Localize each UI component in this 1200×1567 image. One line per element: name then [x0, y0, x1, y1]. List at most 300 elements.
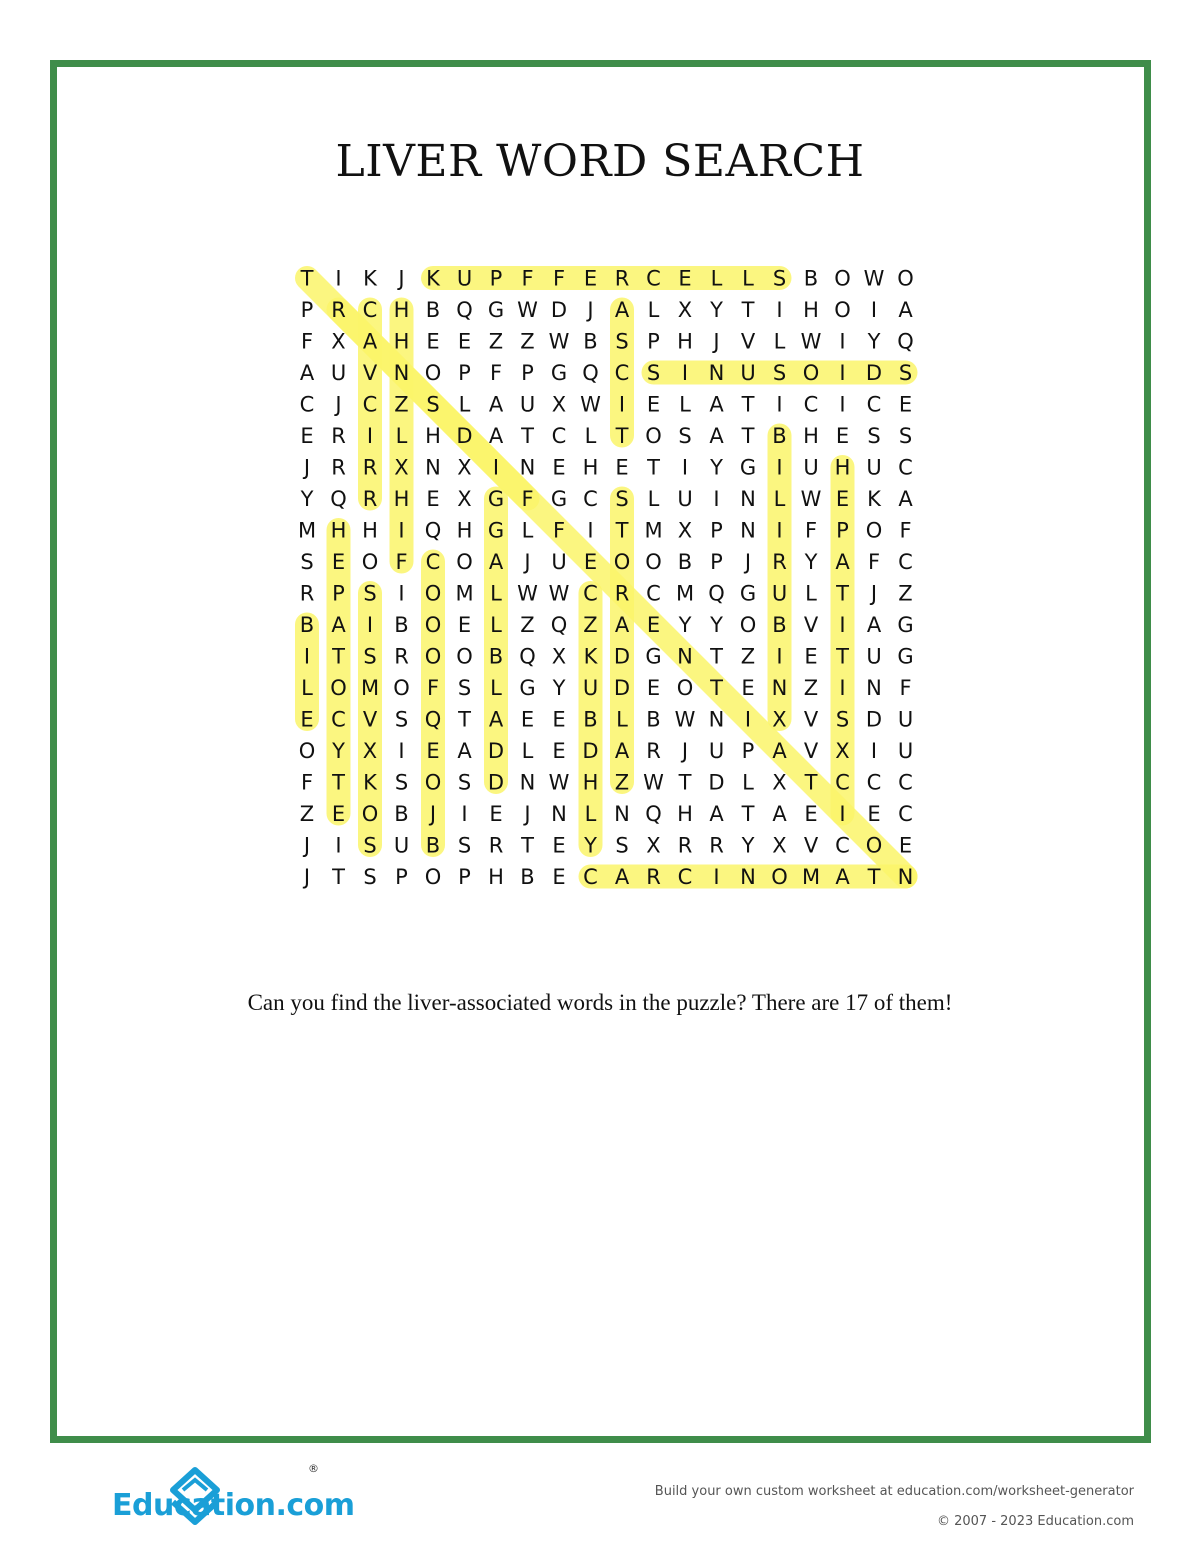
grid-letter[interactable]: Y: [332, 739, 345, 763]
grid-letter[interactable]: U: [803, 455, 819, 480]
grid-letter[interactable]: T: [836, 581, 849, 606]
grid-letter[interactable]: P: [395, 865, 408, 889]
grid-letter[interactable]: E: [552, 833, 566, 858]
grid-letter[interactable]: V: [803, 739, 819, 763]
grid-letter[interactable]: C: [425, 550, 441, 574]
grid-letter[interactable]: A: [488, 392, 504, 417]
grid-letter[interactable]: S: [615, 487, 629, 511]
grid-letter[interactable]: R: [614, 266, 630, 291]
grid-letter[interactable]: E: [552, 739, 566, 763]
grid-letter[interactable]: T: [332, 644, 345, 669]
grid-letter[interactable]: I: [366, 424, 374, 448]
grid-letter[interactable]: L: [742, 770, 754, 795]
grid-letter[interactable]: T: [710, 644, 723, 669]
grid-letter[interactable]: E: [520, 707, 535, 732]
grid-letter[interactable]: C: [677, 865, 693, 889]
grid-letter[interactable]: N: [551, 802, 567, 826]
grid-letter[interactable]: I: [870, 739, 878, 763]
grid-letter[interactable]: E: [646, 613, 661, 637]
grid-letter[interactable]: T: [615, 424, 629, 448]
grid-letter[interactable]: I: [839, 392, 846, 417]
grid-letter[interactable]: F: [426, 676, 440, 700]
grid-letter[interactable]: X: [772, 707, 787, 732]
grid-letter[interactable]: Y: [867, 329, 881, 354]
grid-letter[interactable]: I: [839, 361, 846, 385]
grid-letter[interactable]: S: [898, 424, 913, 448]
grid-letter[interactable]: Y: [710, 613, 723, 637]
grid-letter[interactable]: U: [551, 550, 567, 574]
grid-letter[interactable]: O: [361, 550, 379, 574]
grid-letter[interactable]: Q: [519, 644, 536, 669]
grid-letter[interactable]: A: [488, 424, 504, 448]
grid-letter[interactable]: I: [744, 707, 752, 732]
grid-letter[interactable]: O: [645, 550, 662, 574]
grid-letter[interactable]: A: [709, 424, 724, 448]
grid-letter[interactable]: A: [835, 550, 850, 574]
grid-letter[interactable]: U: [582, 676, 599, 700]
grid-letter[interactable]: T: [300, 266, 314, 291]
grid-letter[interactable]: Q: [582, 361, 599, 385]
grid-letter[interactable]: E: [835, 487, 850, 511]
grid-letter[interactable]: J: [524, 550, 531, 574]
grid-letter[interactable]: E: [583, 550, 598, 574]
grid-letter[interactable]: H: [393, 487, 410, 511]
grid-letter[interactable]: E: [331, 802, 346, 826]
grid-letter[interactable]: F: [521, 266, 534, 291]
grid-letter[interactable]: E: [646, 392, 661, 417]
grid-letter[interactable]: I: [776, 644, 783, 669]
grid-letter[interactable]: D: [487, 770, 505, 795]
grid-letter[interactable]: U: [866, 455, 882, 480]
grid-letter[interactable]: B: [646, 707, 661, 732]
grid-letter[interactable]: E: [300, 424, 314, 448]
grid-letter[interactable]: N: [519, 455, 536, 480]
grid-letter[interactable]: T: [741, 802, 755, 826]
grid-letter[interactable]: S: [772, 266, 787, 291]
grid-letter[interactable]: J: [524, 802, 531, 826]
grid-letter[interactable]: N: [708, 707, 725, 732]
grid-letter[interactable]: I: [839, 329, 846, 354]
grid-letter[interactable]: J: [303, 833, 311, 858]
grid-letter[interactable]: E: [552, 455, 566, 480]
grid-letter[interactable]: Y: [300, 487, 314, 511]
grid-letter[interactable]: F: [899, 518, 912, 543]
grid-letter[interactable]: S: [363, 644, 377, 669]
grid-letter[interactable]: E: [867, 802, 881, 826]
grid-letter[interactable]: G: [487, 487, 505, 511]
grid-letter[interactable]: F: [489, 361, 503, 385]
grid-letter[interactable]: C: [898, 770, 913, 795]
grid-letter[interactable]: B: [299, 613, 315, 637]
grid-letter[interactable]: C: [866, 770, 882, 795]
grid-letter[interactable]: Z: [488, 329, 504, 354]
grid-letter[interactable]: I: [776, 455, 783, 480]
grid-letter[interactable]: H: [803, 298, 819, 322]
grid-letter[interactable]: G: [487, 518, 505, 543]
grid-letter[interactable]: O: [424, 865, 442, 889]
grid-letter[interactable]: Y: [584, 833, 597, 858]
grid-letter[interactable]: D: [456, 424, 473, 448]
grid-letter[interactable]: D: [613, 644, 631, 669]
grid-letter[interactable]: E: [898, 392, 913, 417]
grid-letter[interactable]: C: [646, 266, 661, 291]
grid-letter[interactable]: P: [300, 298, 314, 322]
grid-letter[interactable]: Q: [330, 487, 347, 511]
grid-letter[interactable]: Z: [520, 329, 535, 354]
grid-letter[interactable]: O: [802, 361, 820, 385]
grid-letter[interactable]: S: [394, 770, 409, 795]
grid-letter[interactable]: S: [898, 361, 913, 385]
grid-letter[interactable]: L: [458, 392, 471, 417]
grid-letter[interactable]: Q: [424, 518, 442, 543]
grid-letter[interactable]: E: [835, 424, 850, 448]
grid-letter[interactable]: Q: [456, 298, 473, 322]
grid-letter[interactable]: L: [742, 266, 754, 291]
grid-letter[interactable]: E: [426, 329, 440, 354]
grid-letter[interactable]: X: [457, 487, 472, 511]
grid-letter[interactable]: Z: [520, 613, 535, 637]
grid-letter[interactable]: I: [713, 487, 720, 511]
grid-letter[interactable]: L: [490, 581, 502, 606]
grid-letter[interactable]: Y: [710, 455, 723, 480]
grid-letter[interactable]: T: [678, 770, 692, 795]
grid-letter[interactable]: Q: [424, 707, 442, 732]
grid-letter[interactable]: Z: [740, 644, 756, 669]
grid-letter[interactable]: G: [550, 487, 568, 511]
grid-letter[interactable]: A: [709, 802, 724, 826]
grid-letter[interactable]: B: [425, 833, 441, 858]
grid-letter[interactable]: A: [772, 802, 787, 826]
grid-letter[interactable]: V: [803, 613, 819, 637]
grid-letter[interactable]: E: [741, 676, 755, 700]
grid-letter[interactable]: R: [394, 644, 409, 669]
grid-letter[interactable]: V: [362, 707, 378, 732]
grid-letter[interactable]: B: [677, 550, 693, 574]
brand-name[interactable]: Education.com: [112, 1488, 355, 1523]
grid-letter[interactable]: H: [677, 329, 693, 354]
grid-letter[interactable]: K: [583, 644, 598, 669]
grid-letter[interactable]: T: [741, 392, 755, 417]
grid-letter[interactable]: O: [424, 613, 442, 637]
grid-letter[interactable]: R: [331, 455, 346, 480]
grid-letter[interactable]: F: [300, 329, 314, 354]
grid-letter[interactable]: W: [800, 487, 822, 511]
grid-letter[interactable]: Z: [583, 613, 598, 637]
grid-letter[interactable]: C: [331, 707, 346, 732]
grid-letter[interactable]: U: [330, 361, 347, 385]
grid-letter[interactable]: T: [710, 676, 723, 700]
grid-letter[interactable]: C: [898, 550, 913, 574]
grid-letter[interactable]: T: [647, 455, 660, 480]
grid-letter[interactable]: I: [587, 518, 594, 543]
grid-letter[interactable]: J: [335, 392, 342, 417]
grid-letter[interactable]: I: [335, 833, 342, 858]
grid-letter[interactable]: T: [615, 518, 629, 543]
grid-letter[interactable]: L: [301, 676, 313, 700]
grid-letter[interactable]: C: [646, 581, 661, 606]
grid-letter[interactable]: D: [865, 361, 883, 385]
grid-letter[interactable]: S: [772, 361, 787, 385]
grid-letter[interactable]: I: [366, 613, 374, 637]
grid-letter[interactable]: N: [708, 361, 725, 385]
grid-letter[interactable]: T: [521, 833, 534, 858]
grid-letter[interactable]: I: [776, 518, 783, 543]
grid-letter[interactable]: S: [646, 361, 661, 385]
grid-letter[interactable]: C: [898, 455, 913, 480]
grid-letter[interactable]: M: [360, 676, 380, 700]
grid-letter[interactable]: W: [548, 770, 570, 795]
grid-letter[interactable]: B: [394, 802, 409, 826]
grid-letter[interactable]: J: [429, 802, 437, 826]
grid-letter[interactable]: U: [740, 361, 756, 385]
grid-letter[interactable]: B: [394, 613, 409, 637]
grid-letter[interactable]: L: [490, 613, 502, 637]
grid-letter[interactable]: S: [394, 707, 409, 732]
grid-letter[interactable]: D: [708, 770, 725, 795]
grid-letter[interactable]: Q: [550, 613, 568, 637]
grid-letter[interactable]: X: [331, 329, 346, 354]
grid-letter[interactable]: L: [710, 266, 723, 291]
grid-letter[interactable]: R: [646, 865, 661, 889]
grid-letter[interactable]: O: [361, 802, 379, 826]
grid-letter[interactable]: O: [865, 833, 883, 858]
grid-letter[interactable]: F: [300, 770, 314, 795]
grid-letter[interactable]: O: [424, 644, 442, 669]
grid-letter[interactable]: X: [457, 455, 472, 480]
grid-letter[interactable]: D: [613, 676, 631, 700]
grid-letter[interactable]: M: [675, 581, 695, 606]
grid-letter[interactable]: O: [424, 361, 442, 385]
grid-letter[interactable]: O: [393, 676, 410, 700]
grid-letter[interactable]: O: [298, 739, 316, 763]
grid-letter[interactable]: G: [519, 676, 536, 700]
grid-letter[interactable]: X: [646, 833, 661, 858]
grid-letter[interactable]: X: [677, 298, 693, 322]
grid-letter[interactable]: V: [740, 329, 756, 354]
grid-letter[interactable]: R: [331, 298, 346, 322]
grid-letter[interactable]: V: [362, 361, 378, 385]
grid-letter[interactable]: R: [772, 550, 787, 574]
grid-letter[interactable]: Y: [710, 298, 723, 322]
grid-letter[interactable]: P: [521, 361, 534, 385]
grid-letter[interactable]: H: [425, 424, 441, 448]
grid-letter[interactable]: E: [300, 707, 314, 732]
grid-letter[interactable]: I: [870, 298, 878, 322]
grid-letter[interactable]: C: [835, 770, 850, 795]
grid-letter[interactable]: R: [614, 581, 630, 606]
grid-letter[interactable]: E: [646, 676, 661, 700]
grid-letter[interactable]: E: [426, 487, 440, 511]
grid-letter[interactable]: Y: [678, 613, 692, 637]
grid-letter[interactable]: I: [776, 392, 783, 417]
grid-letter[interactable]: U: [897, 739, 914, 763]
grid-letter[interactable]: G: [739, 455, 757, 480]
grid-letter[interactable]: J: [398, 266, 405, 291]
grid-letter[interactable]: C: [614, 361, 630, 385]
grid-letter[interactable]: L: [647, 487, 660, 511]
grid-letter[interactable]: N: [740, 487, 756, 511]
grid-letter[interactable]: F: [395, 550, 408, 574]
grid-letter[interactable]: T: [741, 424, 755, 448]
grid-letter[interactable]: P: [332, 581, 345, 606]
grid-letter[interactable]: R: [331, 424, 346, 448]
grid-letter[interactable]: T: [458, 707, 471, 732]
grid-letter[interactable]: O: [424, 581, 442, 606]
grid-letter[interactable]: C: [362, 298, 378, 322]
grid-letter[interactable]: A: [362, 329, 378, 354]
grid-letter[interactable]: O: [739, 613, 757, 637]
grid-letter[interactable]: A: [331, 613, 346, 637]
grid-letter[interactable]: G: [739, 581, 757, 606]
grid-letter[interactable]: J: [681, 739, 689, 763]
grid-letter[interactable]: O: [645, 424, 662, 448]
grid-letter[interactable]: U: [866, 644, 882, 669]
grid-letter[interactable]: N: [677, 644, 693, 669]
grid-letter[interactable]: S: [363, 833, 377, 858]
grid-letter[interactable]: Y: [804, 550, 818, 574]
grid-letter[interactable]: Y: [552, 676, 566, 700]
grid-letter[interactable]: R: [646, 739, 661, 763]
grid-letter[interactable]: U: [897, 707, 914, 732]
grid-letter[interactable]: H: [488, 865, 504, 889]
grid-letter[interactable]: S: [457, 770, 472, 795]
grid-letter[interactable]: L: [521, 518, 534, 543]
grid-letter[interactable]: H: [456, 518, 473, 543]
grid-letter[interactable]: P: [710, 518, 723, 543]
grid-letter[interactable]: T: [332, 865, 345, 889]
grid-letter[interactable]: P: [647, 329, 660, 354]
grid-letter[interactable]: X: [362, 739, 378, 763]
grid-letter[interactable]: R: [488, 833, 504, 858]
grid-letter[interactable]: F: [552, 266, 566, 291]
grid-letter[interactable]: T: [867, 865, 881, 889]
grid-letter[interactable]: H: [362, 518, 378, 543]
grid-letter[interactable]: S: [426, 392, 440, 417]
grid-letter[interactable]: I: [461, 802, 468, 826]
grid-letter[interactable]: I: [398, 518, 405, 543]
grid-letter[interactable]: L: [773, 329, 786, 354]
grid-letter[interactable]: T: [741, 298, 755, 322]
grid-letter[interactable]: S: [615, 329, 629, 354]
grid-letter[interactable]: N: [740, 865, 756, 889]
grid-letter[interactable]: K: [426, 266, 440, 291]
grid-letter[interactable]: S: [363, 581, 377, 606]
grid-letter[interactable]: O: [897, 266, 914, 291]
grid-letter[interactable]: O: [613, 550, 631, 574]
grid-letter[interactable]: J: [303, 455, 311, 480]
grid-letter[interactable]: J: [713, 329, 720, 354]
grid-letter[interactable]: G: [550, 361, 568, 385]
grid-letter[interactable]: B: [772, 424, 787, 448]
grid-letter[interactable]: V: [803, 707, 819, 732]
grid-letter[interactable]: A: [898, 298, 913, 322]
grid-letter[interactable]: A: [614, 298, 630, 322]
grid-letter[interactable]: H: [393, 298, 410, 322]
grid-letter[interactable]: C: [362, 392, 378, 417]
grid-letter[interactable]: M: [297, 518, 317, 543]
grid-letter[interactable]: H: [677, 802, 693, 826]
grid-letter[interactable]: C: [835, 833, 850, 858]
grid-letter[interactable]: W: [548, 329, 570, 354]
grid-letter[interactable]: A: [614, 865, 630, 889]
grid-letter[interactable]: Q: [645, 802, 662, 826]
grid-letter[interactable]: T: [521, 424, 534, 448]
grid-letter[interactable]: R: [677, 833, 693, 858]
grid-letter[interactable]: N: [771, 676, 788, 700]
grid-letter[interactable]: A: [866, 613, 882, 637]
grid-letter[interactable]: H: [582, 455, 599, 480]
grid-letter[interactable]: B: [425, 298, 441, 322]
grid-letter[interactable]: J: [744, 550, 752, 574]
grid-letter[interactable]: X: [551, 392, 567, 417]
grid-letter[interactable]: W: [548, 581, 570, 606]
grid-letter[interactable]: Y: [741, 833, 755, 858]
grid-letter[interactable]: N: [425, 455, 441, 480]
grid-letter[interactable]: B: [488, 644, 504, 669]
grid-letter[interactable]: U: [456, 266, 473, 291]
grid-letter[interactable]: X: [551, 644, 567, 669]
grid-letter[interactable]: K: [867, 487, 881, 511]
grid-letter[interactable]: P: [489, 266, 503, 291]
grid-letter[interactable]: Q: [897, 329, 914, 354]
grid-letter[interactable]: W: [674, 707, 696, 732]
grid-letter[interactable]: B: [520, 865, 535, 889]
grid-letter[interactable]: X: [835, 739, 850, 763]
grid-letter[interactable]: E: [457, 329, 472, 354]
grid-letter[interactable]: O: [834, 266, 851, 291]
grid-letter[interactable]: G: [645, 644, 662, 669]
grid-letter[interactable]: A: [614, 739, 630, 763]
grid-letter[interactable]: P: [836, 518, 849, 543]
grid-letter[interactable]: A: [835, 865, 850, 889]
grid-letter[interactable]: A: [457, 739, 472, 763]
grid-letter[interactable]: D: [487, 739, 505, 763]
grid-letter[interactable]: X: [394, 455, 409, 480]
grid-letter[interactable]: P: [741, 739, 755, 763]
grid-letter[interactable]: T: [836, 644, 849, 669]
grid-letter[interactable]: U: [393, 833, 410, 858]
grid-letter[interactable]: P: [458, 361, 471, 385]
grid-letter[interactable]: A: [614, 613, 630, 637]
grid-letter[interactable]: U: [677, 487, 693, 511]
grid-letter[interactable]: S: [835, 707, 850, 732]
grid-letter[interactable]: J: [870, 581, 878, 606]
grid-letter[interactable]: I: [618, 392, 626, 417]
grid-letter[interactable]: B: [803, 266, 819, 291]
grid-letter[interactable]: O: [424, 770, 442, 795]
grid-letter[interactable]: C: [583, 487, 598, 511]
grid-letter[interactable]: O: [456, 550, 473, 574]
grid-letter[interactable]: N: [740, 518, 756, 543]
grid-letter[interactable]: A: [299, 361, 315, 385]
grid-letter[interactable]: S: [867, 424, 881, 448]
grid-letter[interactable]: M: [801, 865, 821, 889]
grid-letter[interactable]: W: [800, 329, 822, 354]
grid-letter[interactable]: S: [615, 833, 629, 858]
grid-letter[interactable]: N: [614, 802, 630, 826]
grid-letter[interactable]: N: [393, 361, 410, 385]
grid-letter[interactable]: L: [521, 739, 534, 763]
grid-letter[interactable]: L: [490, 676, 502, 700]
grid-letter[interactable]: L: [616, 707, 628, 732]
grid-letter[interactable]: D: [865, 707, 883, 732]
grid-letter[interactable]: L: [773, 487, 786, 511]
grid-letter[interactable]: A: [488, 550, 504, 574]
grid-letter[interactable]: G: [487, 298, 505, 322]
grid-letter[interactable]: L: [584, 424, 597, 448]
grid-letter[interactable]: E: [457, 613, 472, 637]
grid-letter[interactable]: Z: [803, 676, 819, 700]
